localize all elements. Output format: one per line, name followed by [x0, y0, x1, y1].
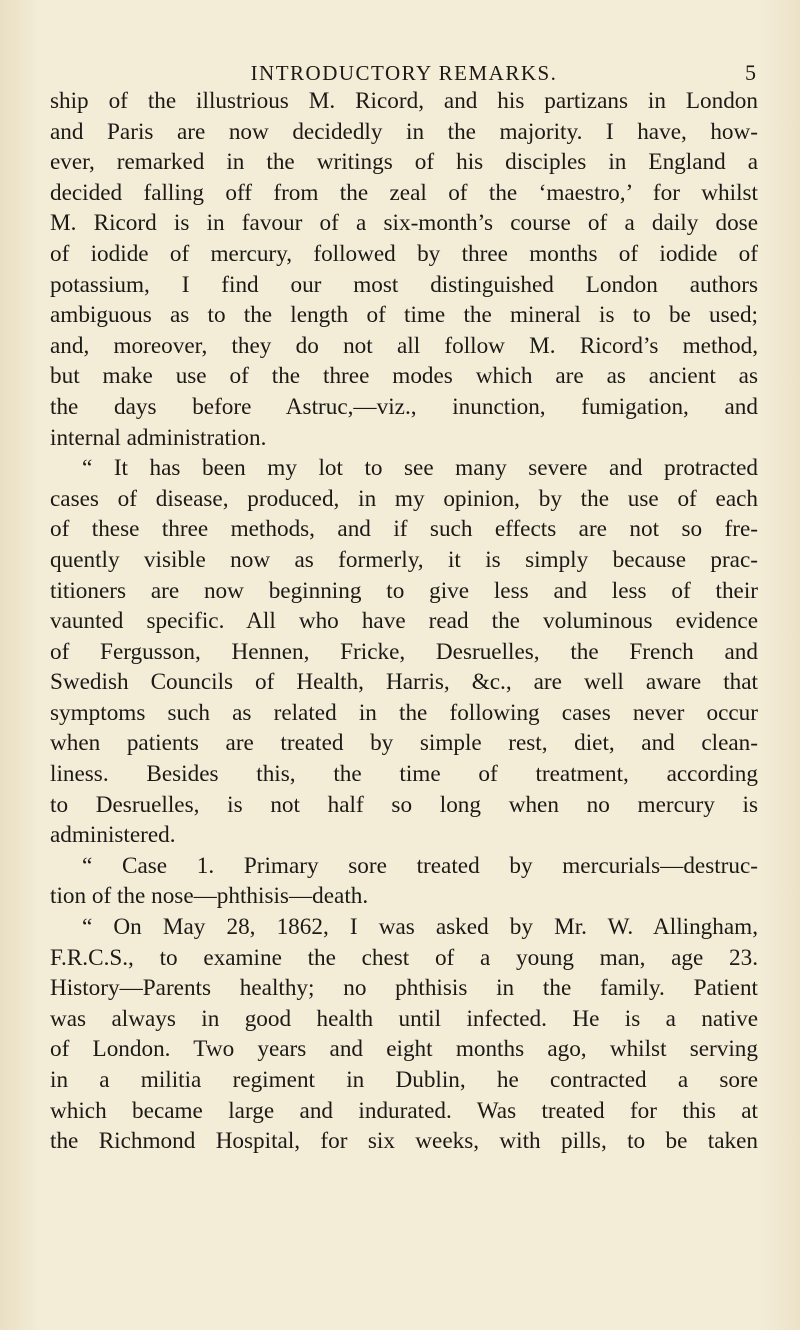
- text-line: F.R.C.S., to examine the chest of a young man, age 23.: [50, 944, 758, 971]
- text-line: when patients are treated by simple rest, diet, and clean-: [50, 730, 758, 757]
- text-line: internal administration.: [50, 424, 267, 451]
- text-line: decided falling off from the zeal of the ‘maestro,’ for whilst: [50, 179, 758, 206]
- text-line: “ Case 1. Primary sore treated by mercurials—destruc-: [82, 852, 758, 879]
- text-line: “ It has been my lot to see many severe and protracted: [82, 455, 758, 482]
- text-line: and Paris are now decidedly in the majority. I have, how-: [50, 118, 758, 145]
- text-line: ambiguous as to the length of time the mineral is to be used;: [50, 302, 758, 329]
- text-line: the Richmond Hospital, for six weeks, with pills, to be taken: [50, 1128, 758, 1155]
- text-line: of iodide of mercury, followed by three months of iodide of: [50, 240, 758, 267]
- text-line: “ On May 28, 1862, I was asked by Mr. W. Allingham,: [82, 914, 758, 941]
- text-line: was always in good health until infected. He is a native: [50, 1005, 758, 1032]
- text-line: ship of the illustrious M. Ricord, and his partizans in London: [50, 88, 758, 114]
- text-line: potassium, I find our most distinguished London authors: [50, 271, 758, 298]
- text-line: Swedish Councils of Health, Harris, &c., are well aware that: [50, 669, 758, 696]
- text-line: of these three methods, and if such effects are not so fre-: [50, 516, 758, 543]
- text-line: titioners are now beginning to give less and less of their: [50, 577, 758, 604]
- text-line: History—Parents healthy; no phthisis in the family. Patient: [50, 975, 758, 1002]
- text-line: quently visible now as formerly, it is simply because prac-: [50, 546, 758, 573]
- text-line: vaunted specific. All who have read the voluminous evidence: [50, 608, 758, 635]
- text-line: in a militia regiment in Dublin, he contracted a sore: [50, 1067, 758, 1093]
- text-line: administered.: [50, 822, 176, 849]
- body-text: [50, 86, 758, 1157]
- text-line: symptoms such as related in the following cases never occur: [50, 699, 758, 726]
- text-line: but make use of the three modes which are as ancient as: [50, 363, 758, 390]
- text-line: liness. Besides this, the time of treatment, according: [50, 761, 758, 788]
- running-title: INTRODUCTORY REMARKS.: [250, 61, 558, 85]
- text-line: to Desruelles, is not half so long when no mercury is: [50, 791, 758, 818]
- text-line: which became large and indurated. Was treated for this at: [50, 1097, 758, 1124]
- text-line: ever, remarked in the writings of his disciples in England a: [50, 149, 758, 176]
- text-line: M. Ricord is in favour of a six-month’s course of a daily dose: [50, 210, 758, 237]
- text-line: tion of the nose—phthisis—death.: [50, 883, 369, 910]
- text-line: of London. Two years and eight months ago, whilst serving: [50, 1036, 758, 1063]
- text-line: the days before Astruc,—viz., inunction, fumigation, and: [50, 393, 758, 420]
- text-line: and, moreover, they do not all follow M. Ricord’s method,: [50, 332, 758, 359]
- text-line: cases of disease, produced, in my opinion, by the use of each: [50, 485, 758, 512]
- page-number: 5: [745, 60, 756, 85]
- text-line: of Fergusson, Hennen, Fricke, Desruelles, the French and: [50, 638, 758, 665]
- running-head: [52, 58, 756, 88]
